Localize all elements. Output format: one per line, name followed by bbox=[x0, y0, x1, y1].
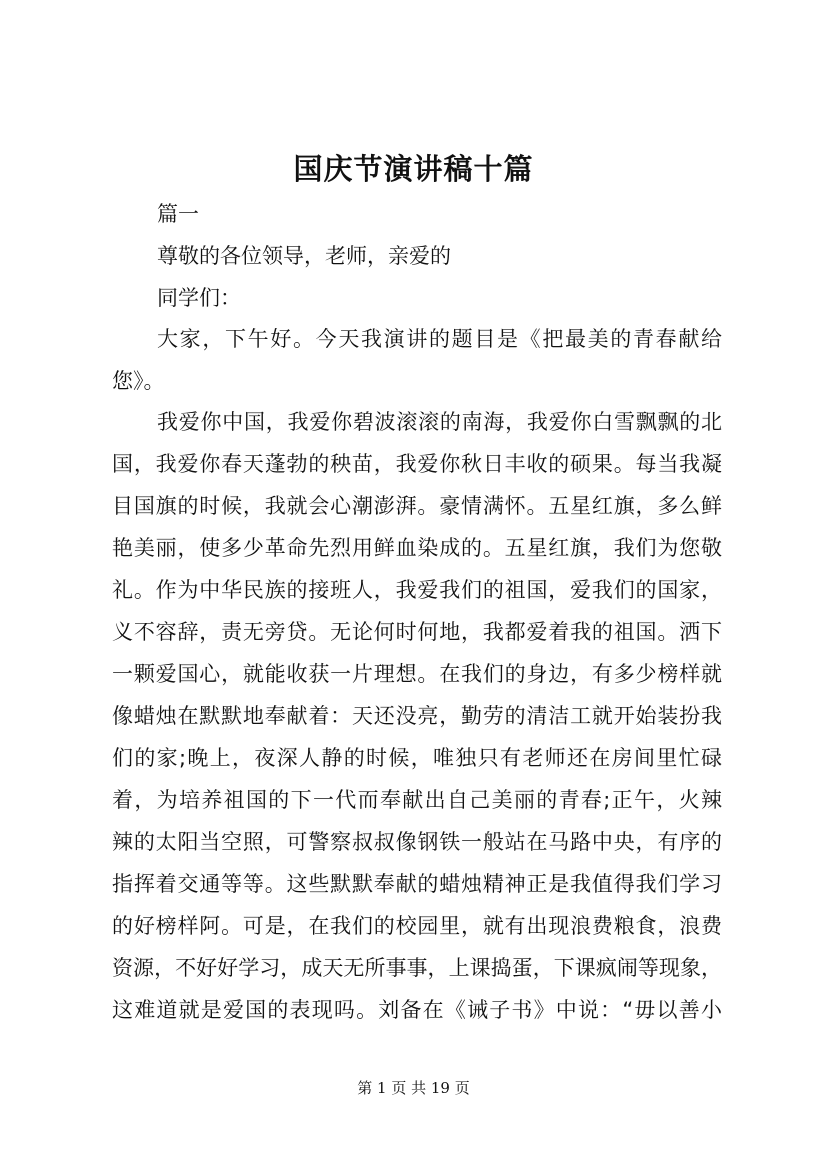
paragraph-2-line: 目国旗的时候，我就会心潮澎湃。豪情满怀。五星红旗，多么鲜 bbox=[112, 494, 722, 518]
paragraph-2-line: 这难道就是爱国的表现吗。刘备在《诫子书》中说：“毋以善小 bbox=[112, 998, 722, 1022]
document-title: 国庆节演讲稿十篇 bbox=[293, 152, 534, 186]
salutation-line-1: 尊敬的各位领导，老师，亲爱的 bbox=[157, 244, 451, 268]
paragraph-2-line: 指挥着交通等等。这些默默奉献的蜡烛精神正是我值得我们学习 bbox=[112, 872, 722, 896]
paragraph-2-line: 像蜡烛在默默地奉献着：天还没亮，勤劳的清洁工就开始装扮我 bbox=[112, 704, 722, 728]
page-number-footer: 第 1 页 共 19 页 bbox=[357, 1079, 470, 1097]
paragraph-2-line: 们的家;晚上，夜深人静的时候，唯独只有老师还在房间里忙碌 bbox=[112, 746, 722, 770]
paragraph-2-line: 一颗爱国心，就能收获一片理想。在我们的身边，有多少榜样就 bbox=[112, 662, 722, 686]
section-heading: 篇一 bbox=[157, 202, 199, 226]
paragraph-2-line: 义不容辞，责无旁贷。无论何时何地，我都爱着我的祖国。洒下 bbox=[112, 620, 722, 644]
paragraph-1-line: 您》。 bbox=[112, 369, 165, 393]
paragraph-2-line: 资源，不好好学习，成天无所事事，上课捣蛋，下课疯闹等现象， bbox=[112, 956, 722, 980]
paragraph-2-line: 国，我爱你春天蓬勃的秧苗，我爱你秋日丰收的硕果。每当我凝 bbox=[112, 452, 722, 476]
paragraph-2-line: 礼。作为中华民族的接班人，我爱我们的祖国，爱我们的国家， bbox=[112, 578, 722, 602]
paragraph-2-line: 艳美丽，使多少革命先烈用鲜血染成的。五星红旗，我们为您敬 bbox=[112, 536, 722, 560]
paragraph-1-line: 大家，下午好。今天我演讲的题目是《把最美的青春献给 bbox=[157, 327, 722, 351]
paragraph-2-line: 我爱你中国，我爱你碧波滚滚的南海，我爱你白雪飘飘的北 bbox=[157, 410, 722, 434]
paragraph-2-line: 的好榜样阿。可是，在我们的校园里，就有出现浪费粮食，浪费 bbox=[112, 914, 722, 938]
paragraph-2-line: 辣的太阳当空照，可警察叔叔像钢铁一般站在马路中央，有序的 bbox=[112, 830, 722, 854]
paragraph-2-line: 着，为培养祖国的下一代而奉献出自己美丽的青春;正午，火辣 bbox=[112, 788, 722, 812]
salutation-line-2: 同学们： bbox=[157, 286, 241, 310]
